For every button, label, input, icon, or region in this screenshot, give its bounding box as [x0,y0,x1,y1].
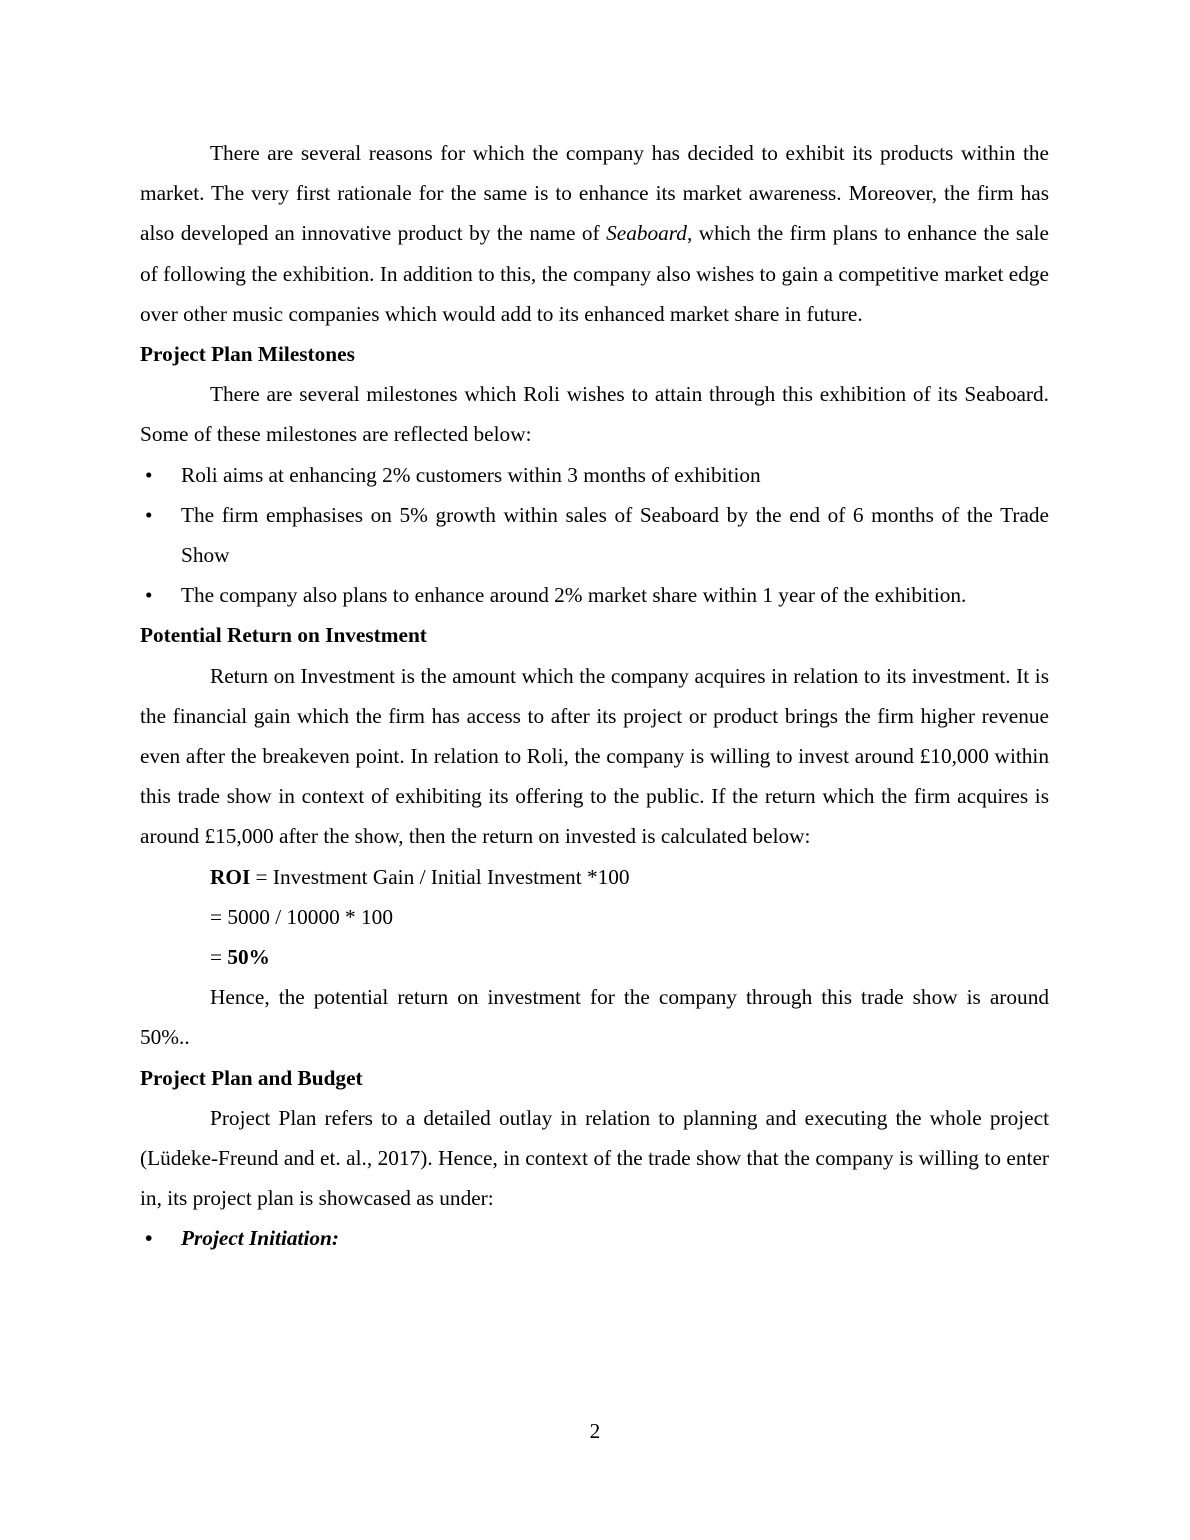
document-page [140,133,1049,1259]
bullet-icon: • [145,462,153,487]
roi-result-value: 50% [227,945,270,970]
budget-paragraph: Project Plan refers to a detailed outlay in relation to planning and executing the whole project (Lüdeke-Freund and et. al., 2017). Hence, in context of the trade show that the company is willing to enter in, its project plan is showcased as under: [140,1105,1049,1211]
list-item [140,455,1049,495]
roi-formula [140,857,1049,897]
list-item-text: Roli aims at enhancing 2% customers within 3 months of exhibition [181,462,761,487]
product-name: Seaboard [606,221,687,246]
milestones-list [140,455,1049,616]
intro-text-part2: , which the firm plans to enhance the sale of following the exhibition. In addition to this, the company also wishes to gain a competitive market edge over other music companies which would add to its enhanced market share in future. [140,221,1049,326]
budget-heading: Project Plan and Budget [140,1065,363,1090]
project-plan-list [140,1218,1049,1258]
list-item-text: The company also plans to enhance around 2% market share within 1 year of the exhibition. [181,583,967,608]
roi-conclusion: Hence, the potential return on investment for the company through this trade show is around 50%.. [140,985,1049,1050]
list-item [140,1218,1049,1258]
bullet-icon: • [145,1226,153,1251]
roi-heading: Potential Return on Investment [140,623,427,648]
bullet-icon: • [145,502,153,527]
roi-formula-text: = Investment Gain / Initial Investment *100 [250,864,630,889]
roi-formula-label: ROI [210,864,251,889]
project-initiation-label: Project Initiation: [181,1226,339,1251]
milestones-paragraph: There are several milestones which Roli wishes to attain through this exhibition of its Seaboard. Some of these milestones are reflected below: [140,382,1049,447]
list-item-text: The firm emphasises on 5% growth within sales of Seaboard by the end of 6 months of the Trade Show [181,502,1049,568]
intro-text-part1: There are several reasons for which the company has decided to exhibit its products within the market. The very first rationale for the same is to enhance its market awareness. Moreover, the firm has also developed an innovative product by the name of [140,141,1049,246]
milestones-heading: Project Plan Milestones [140,342,355,367]
list-item [140,495,1049,575]
bullet-icon: • [145,583,153,608]
page-number: 2 [589,1419,601,1443]
list-item [140,575,1049,615]
intro-paragraph [140,133,1049,334]
roi-result-prefix: = [210,945,228,970]
roi-calculation: = 5000 / 10000 * 100 [210,904,393,929]
roi-paragraph: Return on Investment is the amount which the company acquires in relation to its investment. It is the financial gain which the firm has access to after its project or product brings the firm higher revenue even after the breakeven point. In relation to Roli, the company is willing to invest around £10,000 within this trade show in context of exhibiting its offering to the public. If the return which the firm acquires is around £15,000 after the show, then the return on invested is calculated below: [140,663,1049,849]
roi-result [140,937,1049,977]
